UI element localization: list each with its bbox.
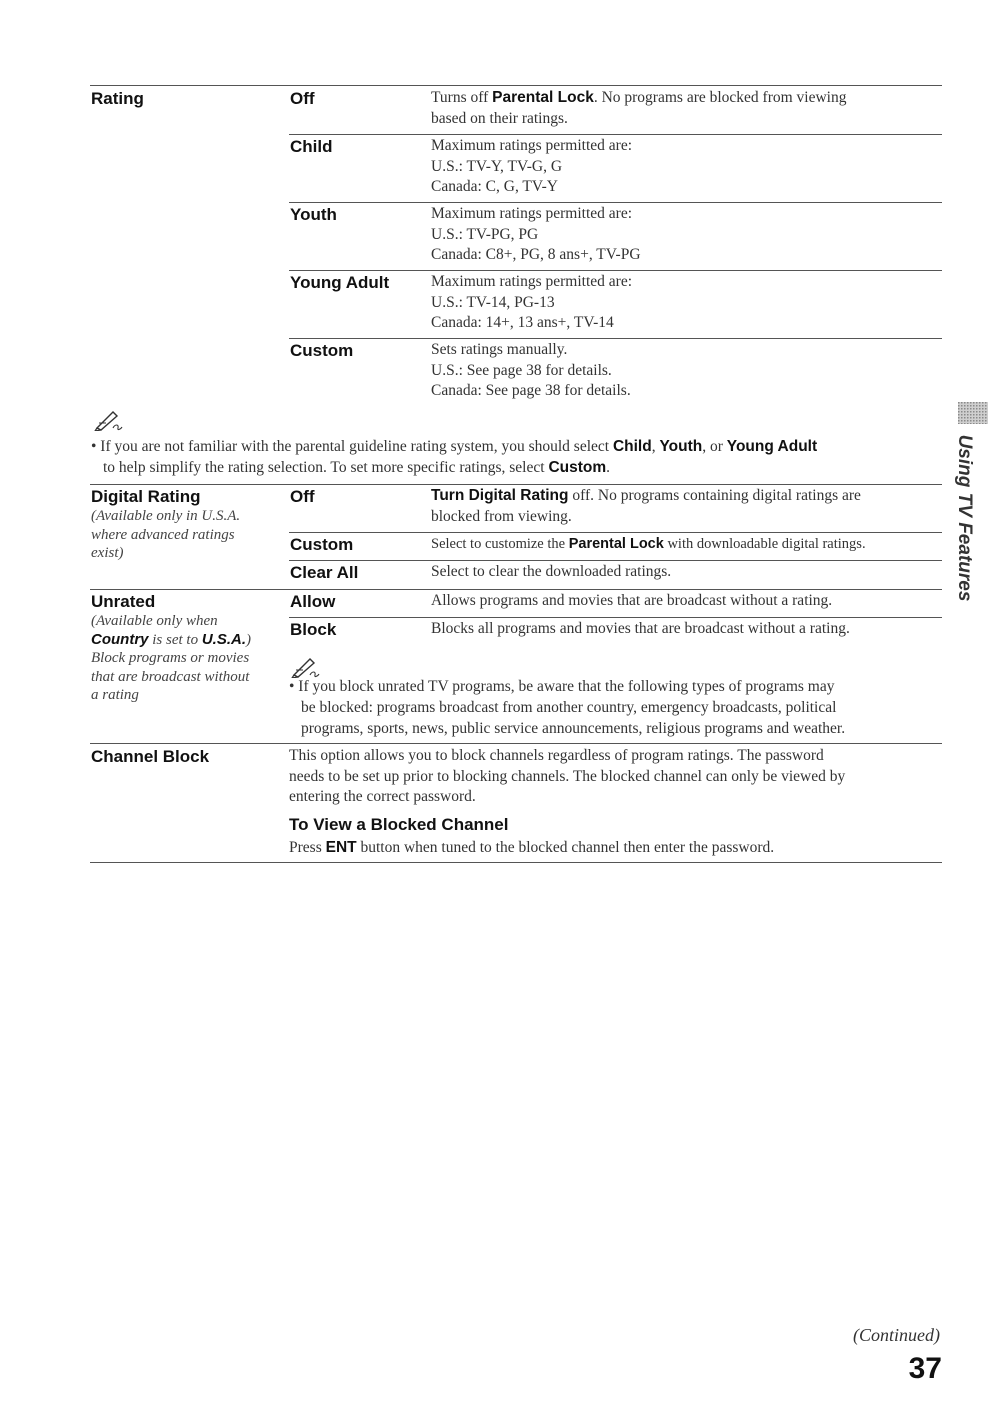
continued-label: (Continued) — [853, 1325, 940, 1345]
channel-block-label: Channel Block — [91, 747, 210, 766]
note-pencil-icon — [93, 409, 123, 431]
unrated-note: (Available only when Country is set to U.S.A.) Block programs or movies that are broadcast without a rating — [91, 613, 252, 703]
rating-option-child: Child — [290, 137, 333, 156]
digital-option-off: Off — [290, 487, 315, 506]
unrated-option-block: Block — [290, 620, 337, 639]
digital-custom-desc: Select to customize the Parental Lock with downloadable digital ratings. — [431, 536, 866, 552]
channel-block-desc: This option allows you to block channels regardless of program ratings. The password needs to be set up prior to blocking channels. The blocked channel can only be viewed by entering the correct password. — [289, 747, 846, 805]
unrated-block-desc: Blocks all programs and movies that are broadcast without a rating. — [431, 620, 850, 637]
rating-option-youth: Youth — [290, 205, 337, 224]
unrated-note-pencil-icon — [290, 656, 320, 678]
page-number: 37 — [908, 1352, 942, 1385]
rating-custom-desc: Sets ratings manually. U.S.: See page 38 for details. Canada: See page 38 for details. — [431, 341, 631, 399]
unrated-allow-desc: Allows programs and movies that are broadcast without a rating. — [431, 592, 833, 609]
side-tab-label: Using TV Features — [954, 434, 975, 602]
unrated-caution-note: • If you block unrated TV programs, be aware that the following types of programs may be blocked: programs broadcast from another country, emergency broadcasts, political programs, sports, news, public service announcements, religious programs and weather. — [289, 678, 846, 737]
digital-rating-note: (Available only in U.S.A. where advanced ratings exist) — [91, 508, 241, 561]
rating-option-young-adult: Young Adult — [290, 273, 390, 292]
unrated-label: Unrated — [91, 592, 156, 611]
digital-clear-all-desc: Select to clear the downloaded ratings. — [431, 563, 672, 580]
rating-label: Rating — [91, 89, 144, 108]
rating-off-desc: Turns off Parental Lock. No programs are blocked from viewing based on their ratings. — [431, 89, 847, 127]
rating-note: • If you are not familiar with the parental guideline rating system, you should select Child, Youth, or Young Adult to help simplify the rating selection. To set more specific ratings, select Custom. — [91, 438, 818, 476]
digital-option-custom: Custom — [290, 535, 354, 554]
view-blocked-channel-text: Press ENT button when tuned to the blocked channel then enter the password. — [289, 839, 775, 856]
rating-child-desc: Maximum ratings permitted are: U.S.: TV-Y, TV-G, G Canada: C, G, TV-Y — [431, 137, 633, 195]
side-tab-marker — [958, 402, 988, 424]
digital-off-desc: Turn Digital Rating off. No programs containing digital ratings are blocked from viewing. — [431, 487, 861, 525]
rating-option-off: Off — [290, 89, 315, 108]
unrated-option-allow: Allow — [290, 592, 336, 611]
rating-youth-desc: Maximum ratings permitted are: U.S.: TV-PG, PG Canada: C8+, PG, 8 ans+, TV-PG — [431, 205, 641, 263]
digital-rating-label: Digital Rating — [91, 487, 201, 506]
rating-option-custom: Custom — [290, 341, 354, 360]
digital-option-clear-all: Clear All — [290, 563, 359, 582]
rating-young-adult-desc: Maximum ratings permitted are: U.S.: TV-14, PG-13 Canada: 14+, 13 ans+, TV-14 — [431, 273, 633, 331]
view-blocked-channel-heading: To View a Blocked Channel — [289, 815, 509, 834]
